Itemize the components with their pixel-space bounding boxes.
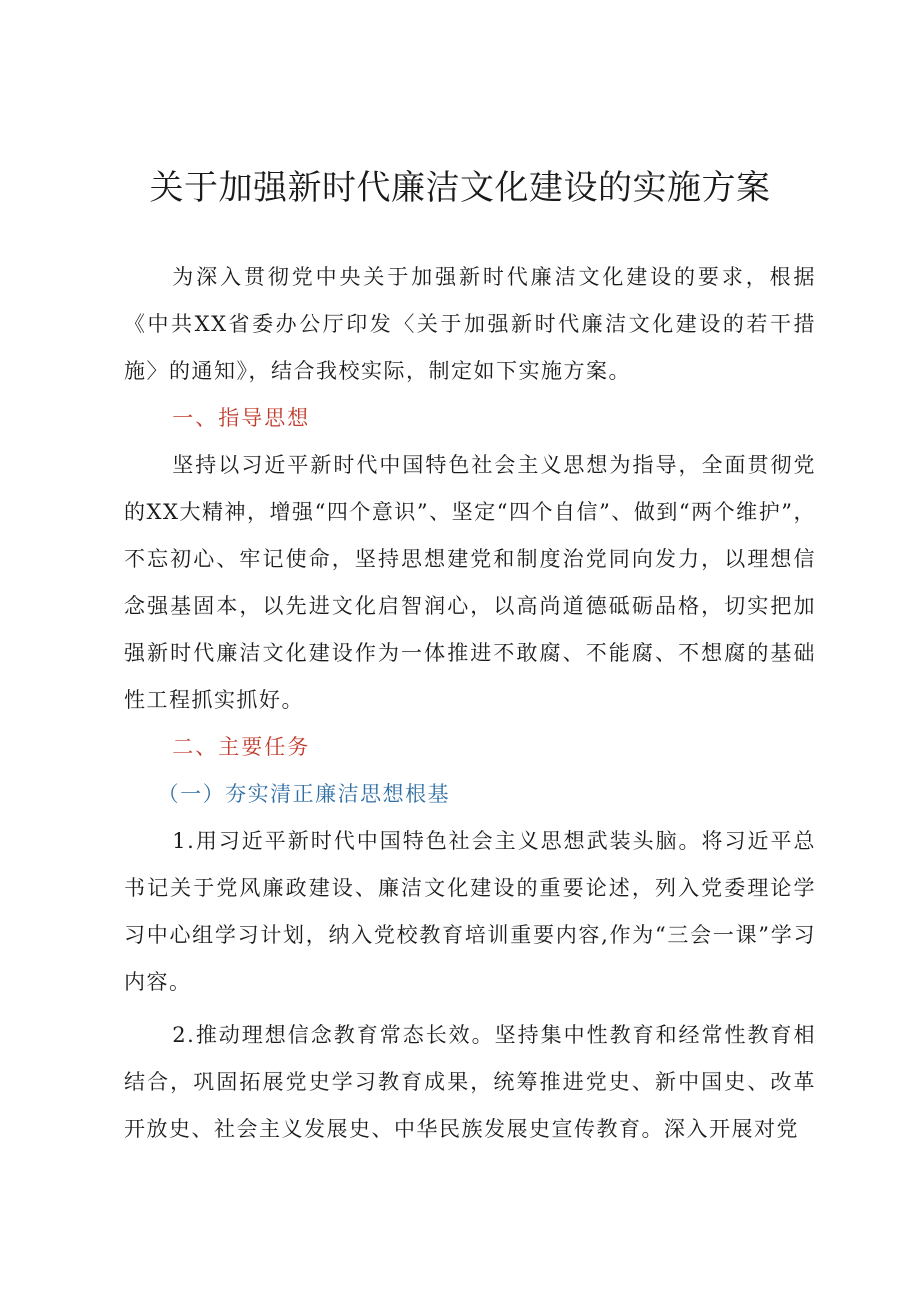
intro-paragraph: 为深入贯彻党中央关于加强新时代廉洁文化建设的要求，根据《中共XX省委办公厅印发〈关于加强新时代廉洁文化建设的若干措施〉的通知》，结合我校实际，制定如下实施方案。 bbox=[124, 265, 816, 383]
section-heading-main-tasks: 二、主要任务 bbox=[172, 735, 311, 759]
document-title: 关于加强新时代廉洁文化建设的实施方案 bbox=[149, 168, 771, 208]
guiding-ideology-paragraph: 坚持以习近平新时代中国特色社会主义思想为指导，全面贯彻党的XX大精神，增强“四个意识”、坚定“四个自信”、做到“两个维护”，不忘初心、牢记使命，坚持思想建党和制度治党同向发力，以理想信念强基固本，以先进文化启智润心，以高尚道德砥砺品格，切实把加强新时代廉洁文化建设作为一体推进不敢腐、不能腐、不想腐的基础性工程抓实抓好。 bbox=[124, 453, 816, 712]
section-heading-guiding-ideology: 一、指导思想 bbox=[172, 406, 311, 430]
task-item-2: 2.推动理想信念教育常态长效。坚持集中性教育和经常性教育相结合，巩固拓展党史学习教育成果，统筹推进党史、新中国史、改革开放史、社会主义发展史、中华民族发展史宣传教育。深入开展对党 bbox=[124, 1023, 816, 1141]
document-body bbox=[124, 254, 816, 1153]
subsection-heading-foundation: （一）夯实清正廉洁思想根基 bbox=[157, 782, 451, 806]
task-item-1: 1.用习近平新时代中国特色社会主义思想武装头脑。将习近平总书记关于党风廉政建设、廉洁文化建设的重要论述，列入党委理论学习中心组学习计划，纳入党校教育培训重要内容,作为“三会一课”学习内容。 bbox=[124, 829, 816, 994]
